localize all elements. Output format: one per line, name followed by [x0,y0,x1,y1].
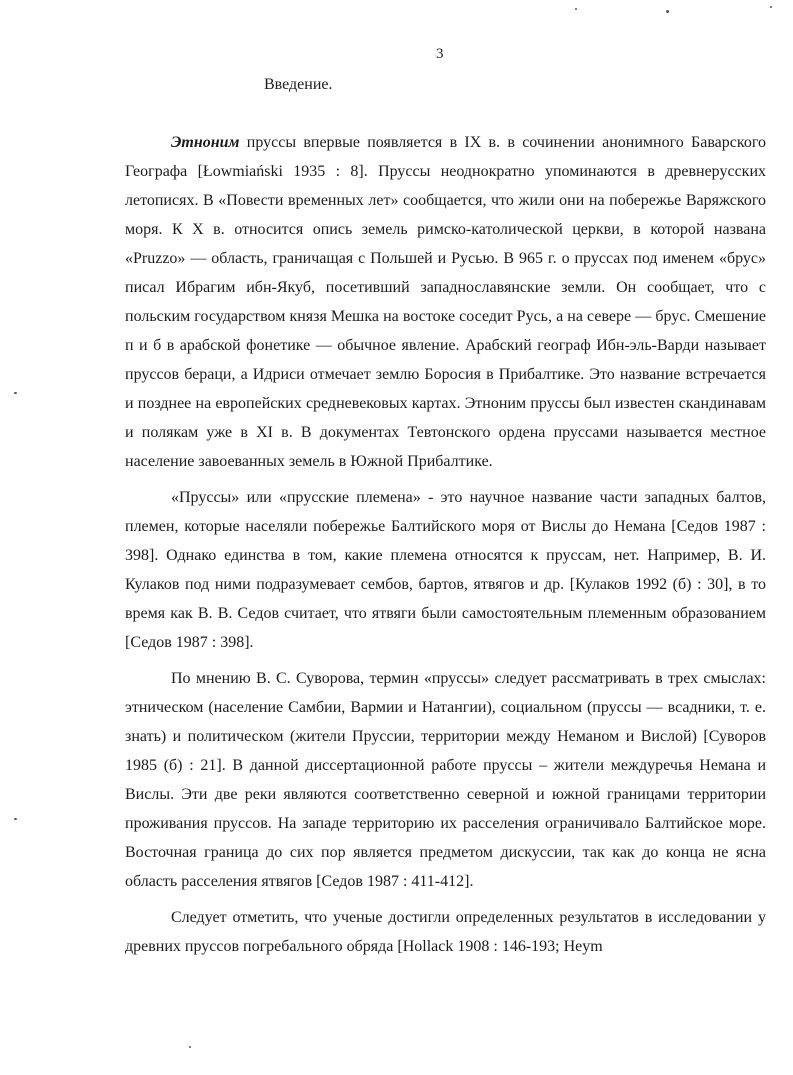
section-heading: Введение. [264,76,333,93]
scan-speck [666,10,669,13]
scan-speck [770,6,772,8]
paragraph-4: Следует отметить, что ученые достигли определенных результатов в исследовании у древних пруссов погребального обряда [Hollack 1908 : 146-193; Heym [125,909,766,955]
body-text [125,128,766,961]
paragraph-2: «Пруссы» или «прусские племена» - это научное название части западных балтов, племен, которые населяли побережье Балтийского моря от Вислы до Немана [Седов 1987 : 398]. Однако единства в том, какие племена относятся к пруссам, нет. Например, В. И. Кулаков под ними подразумевает сембов, бартов, ятвягов и др. [Кулаков 1992 (б) : 30], в то время как В. В. Седов считает, что ятвяги были самостоятельным племенным образованием [Седов 1987 : 398]. [125,489,766,651]
paragraph-1-text: пруссы впервые появляется в IX в. в сочинении анонимного Баварского Географа [Łowmiański 1935 : 8]. Пруссы неоднократно упоминаются в древнерусских летописях. В «Повести временных лет» сообщается, что жили они на побережье Варяжского моря. К X в. относится опись земель римско-католической церкви, в которой названа «Pruzzo» — область, граничащая с Польшей и Русью. В 965 г. о пруссах под именем «брус» писал Ибрагим ибн-Якуб, посетивший западнославянские земли. Он сообщает, что с польским государством князя Мешка на востоке соседит Русь, а на севере — брус. Смешение п и б в арабской фонетике — обычное явление. Арабский географ Ибн-эль-Варди называет пруссов бераци, а Идриси отмечает землю Боросия в Прибалтике. Это название встречается и позднее на европейских средневековых картах. Этноним пруссы был известен скандинавам и полякам уже в XI в. В документах Тевтонского ордена пруссами называется местное население завоеванных земель в Южной Прибалтике. [125,134,766,470]
scan-speck [14,818,17,820]
paragraph-3: По мнению В. С. Суворова, термин «пруссы» следует рассматривать в трех смыслах: этническом (население Самбии, Вармии и Натангии), социальном (пруссы — всадники, т. е. знать) и политическом (жители Пруссии, территории между Неманом и Вислой) [Суворов 1985 (б) : 21]. В данной диссертационной работе пруссы – жители междуречья Немана и Вислы. Эти две реки являются соответственно северной и южной границами территории проживания пруссов. На западе территорию их расселения ограничивало Балтийское море. Восточная граница до сих пор является предметом дискуссии, так как до конца не ясна область расселения ятвягов [Седов 1987 : 411-412]. [125,670,766,890]
scan-speck [575,8,577,10]
scan-speck [14,392,17,394]
page-number: 3 [436,46,444,62]
emphasized-term: Этноним [171,134,240,151]
paragraph-1 [125,128,766,476]
scan-speck [189,1046,191,1048]
